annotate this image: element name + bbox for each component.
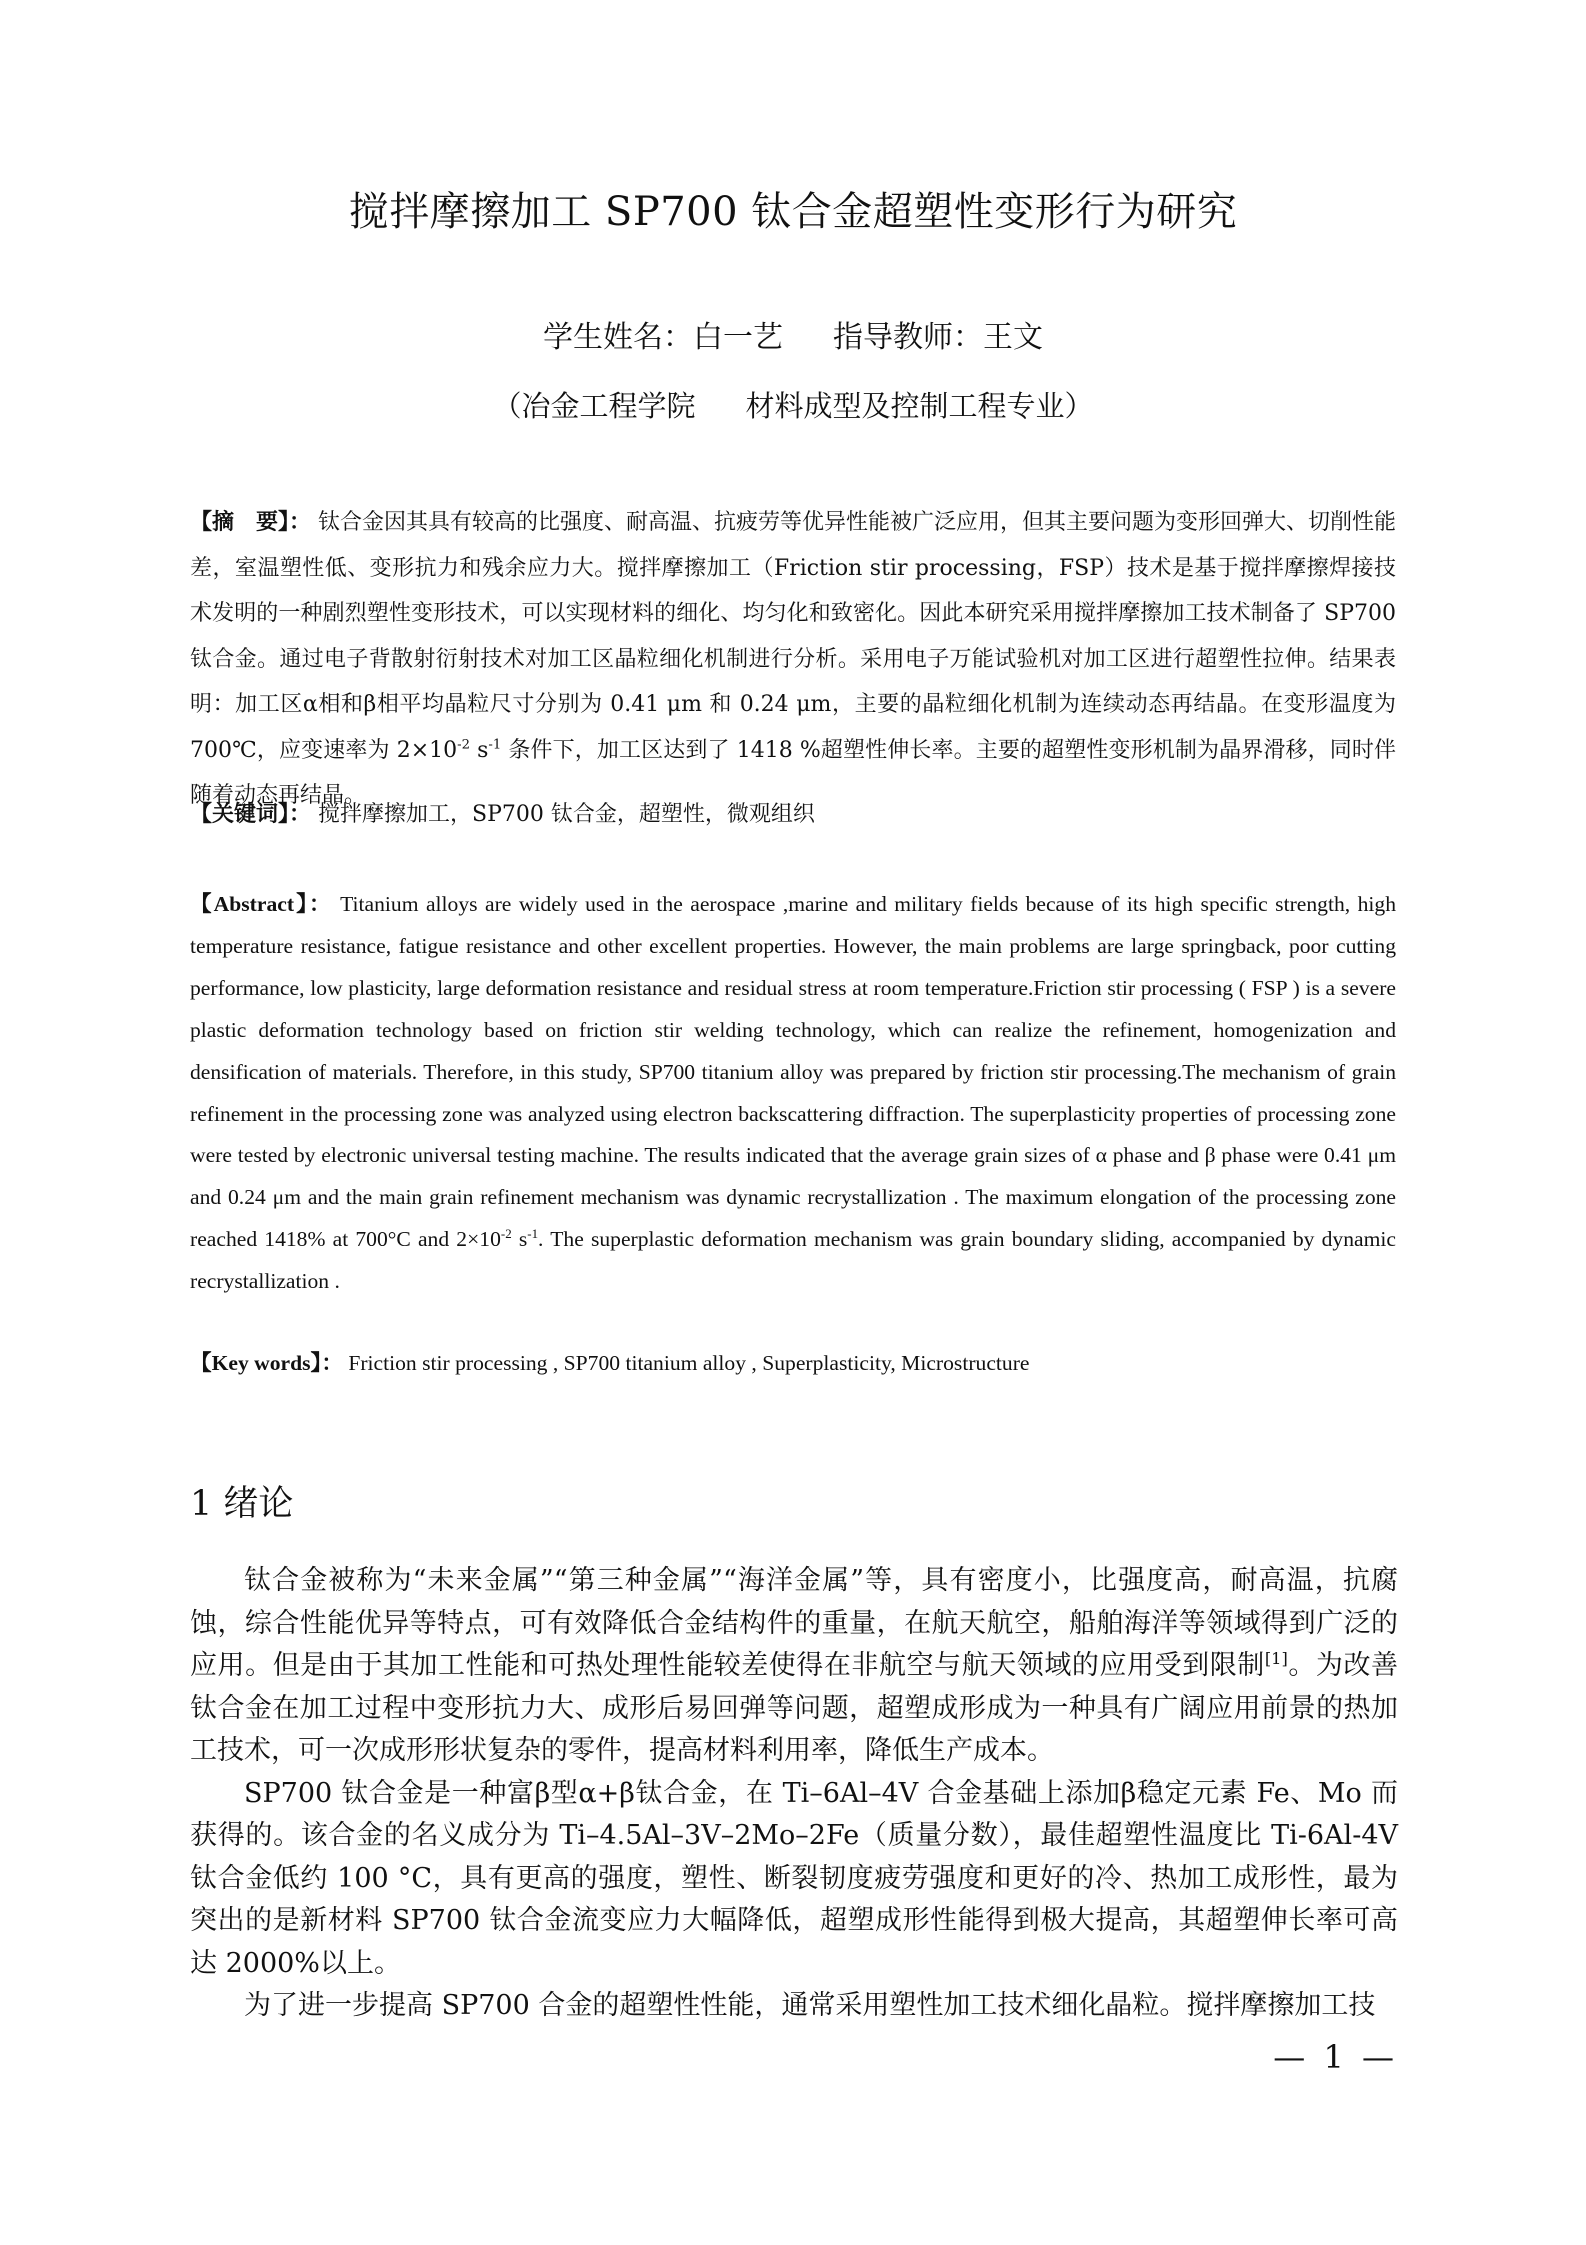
citation-ref: [1] — [1264, 1649, 1288, 1668]
page-number: — 1 — — [1273, 2038, 1398, 2076]
abstract-cn-label: 【摘 要】： — [190, 509, 312, 535]
section-body — [190, 1560, 1398, 2028]
abstract-cn-exp2: -1 — [488, 737, 502, 753]
author-line — [0, 312, 1586, 356]
keywords-cn-label: 【关键词】： — [190, 801, 312, 827]
paragraph-1-text: 钛合金被称为“未来金属”“第三种金属”“海洋金属”等，具有密度小，比强度高，耐高温，抗腐蚀，综合性能优异等特点，可有效降低合金结构件的重量，在航天航空，船舶海洋等领域得到广泛的应用。但是由于其加工性能和可热处理性能较差使得在非航空与航天领域的应用受到限制 — [190, 1565, 1398, 1681]
abstract-en-mid: s — [511, 1227, 528, 1252]
advisor-name: 指导教师：王文 — [833, 320, 1043, 355]
abstract-en-text: Titanium alloys are widely used in the aerospace ,marine and military fields because of its high specific strength, high temperature resistance, fatigue resistance and other excellent properties. However, the main problems are large springback, poor cutting performance, low plasticity, large deformation resistance and residual stress at room temperature.Friction stir processing ( FSP ) is a severe plastic deformation technology based on friction stir welding technology, which can realize the refinement, homogenization and densification of materials. Therefore, in this study, SP700 titanium alloy was prepared by friction stir processing.The mechanism of grain refinement in the processing zone was analyzed using electron backscattering diffraction. The superplasticity properties of processing zone were tested by electronic universal testing machine. The results indicated that the average grain sizes of α phase and β phase were 0.41 μm and 0.24 μm and the main grain refinement mechanism was dynamic recrystallization . The maximum elongation of the processing zone reached 1418% at 700°C and 2×10 — [190, 892, 1396, 1252]
abstract-en-exp2: -1 — [527, 1226, 539, 1242]
keywords-en-text: Friction stir processing , SP700 titanium alloy , Superplasticity, Microstructure — [342, 1351, 1030, 1375]
abstract-cn-text: 钛合金因其具有较高的比强度、耐高温、抗疲劳等优异性能被广泛应用，但其主要问题为变形回弹大、切削性能差，室温塑性低、变形抗力和残余应力大。搅拌摩擦加工（Friction stir processing，FSP）技术是基于搅拌摩擦焊接技术发明的一种剧烈塑性变形技术，可以实现材料的细化、均匀化和致密化。因此本研究采用搅拌摩擦加工技术制备了 SP700 钛合金。通过电子背散射衍射技术对加工区晶粒细化机制进行分析。采用电子万能试验机对加工区进行超塑性拉伸。结果表明：加工区α相和β相平均晶粒尺寸分别为 0.41 μm 和 0.24 μm，主要的晶粒细化机制为连续动态再结晶。在变形温度为 700℃，应变速率为 2×10 — [190, 510, 1397, 763]
abstract-en-exp1: -2 — [500, 1226, 512, 1242]
paragraph-1-tail: 。为改善钛合金在加工过程中变形抗力大、成形后易回弹等问题，超塑成形成为一种具有广阔应用前景的热加工技术，可一次成形形状复杂的零件，提高材料利用率，降低生产成本。 — [190, 1650, 1399, 1766]
abstract-english — [190, 884, 1396, 1303]
keywords-english — [190, 1342, 1396, 1384]
major-name: 材料成型及控制工程专业） — [745, 389, 1094, 423]
college-name: （冶金工程学院 — [492, 389, 696, 423]
section-heading: 1 绪论 — [190, 1484, 294, 1524]
paragraph-2: SP700 钛合金是一种富β型α+β钛合金，在 Ti–6Al–4V 合金基础上添加β稳定元素 Fe、Mo 而获得的。该合金的名义成分为 Ti–4.5Al–3V–2Mo–2Fe（质量分数），最佳超塑性温度比 Ti-6Al-4V 钛合金低约 100 °C，具有更高的强度，塑性、断裂韧度疲劳强度和更好的冷、热加工成形性，最为突出的是新材料 SP700 钛合金流变应力大幅降低，超塑成形性能得到极大提高，其超塑伸长率可高达 2000%以上。 — [190, 1777, 1398, 1979]
keywords-cn-text: 搅拌摩擦加工，SP700 钛合金，超塑性，微观组织 — [311, 802, 815, 827]
abstract-chinese — [190, 500, 1396, 819]
affiliation-line — [0, 384, 1586, 425]
abstract-cn-mid: s — [470, 737, 489, 763]
abstract-en-label: 【Abstract】： — [190, 892, 333, 916]
abstract-en-tail: . The superplastic deformation mechanism was grain boundary sliding, accompanied by dynamic recrystallization . — [190, 1227, 1396, 1294]
keywords-chinese — [190, 792, 1396, 837]
abstract-cn-exp1: -2 — [457, 737, 470, 753]
keywords-en-label: 【Key words】： — [190, 1351, 343, 1375]
paper-title: 搅拌摩擦加工 SP700 钛合金超塑性变形行为研究 — [348, 189, 1238, 235]
abstract-cn-tail: 条件下，加工区达到了 1418 %超塑性伸长率。主要的超塑性变形机制为晶界滑移，同时伴随着动态再结晶。 — [190, 737, 1396, 808]
paragraph-3: 为了进一步提高 SP700 合金的超塑性性能，通常采用塑性加工技术细化晶粒。搅拌摩擦加工技 — [244, 1990, 1376, 2021]
paragraph-1 — [190, 1560, 1398, 1773]
student-name: 学生姓名：白一艺 — [543, 320, 783, 355]
